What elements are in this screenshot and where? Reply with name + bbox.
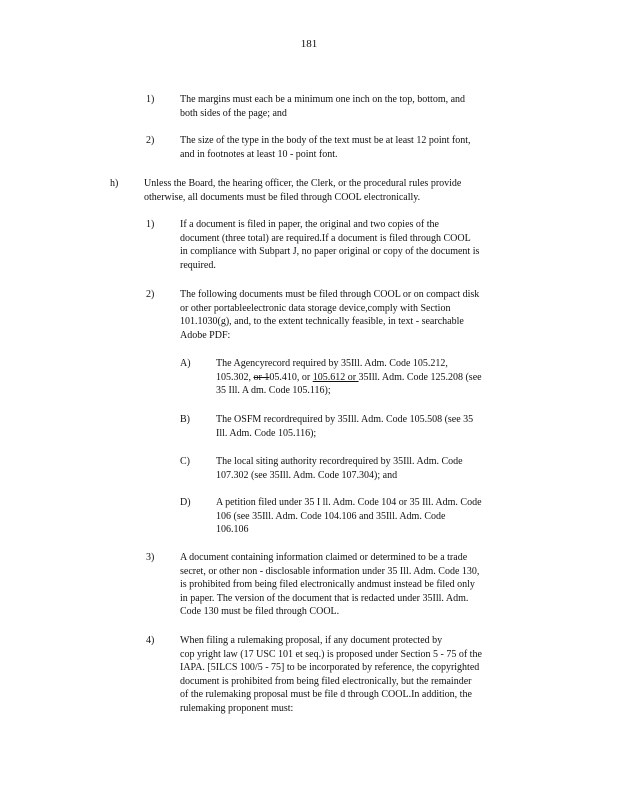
text-line: document (three total) are required.If a document is filed through COOL [180, 232, 471, 244]
paragraph-h [144, 177, 461, 204]
text-line: in paper. The version of the document that is redacted under 35Ill. Adm. [180, 592, 469, 604]
text-line: The margins must each be a minimum one inch on the top, bottom, and [180, 94, 466, 105]
text-segment: 105.302, [216, 371, 254, 383]
item-label: 1) [146, 219, 155, 230]
text-line: and in footnotes at least 10 - point font. [180, 148, 338, 160]
text-line: Unless the Board, the hearing officer, the Clerk, or the procedural rules provide [144, 178, 462, 189]
text-line: or other portableelectronic data storage device,comply with Section [180, 302, 451, 314]
text-line: is prohibited from being filed electronically andmust instead be filed only [180, 579, 475, 590]
paragraph-margins [180, 93, 465, 120]
text-line: document is prohibited from being filed electronically, but the remainder [180, 675, 472, 687]
paragraph-following-documents [180, 288, 479, 342]
subitem-osfm-record [216, 413, 473, 440]
page-number: 181 [300, 38, 318, 50]
text-line: 107.302 (see 35Ill. Adm. Code 107.304); and [216, 469, 398, 481]
text-line: The following documents must be filed through COOL or on compact disk [180, 289, 480, 300]
text-line: A document containing information claimed or determined to be a trade [180, 552, 468, 563]
text-line: When filing a rulemaking proposal, if any document protected by [180, 635, 443, 646]
text-line: rulemaking proponent must: [180, 702, 294, 714]
section-label: h) [110, 178, 119, 189]
text-line-amended [216, 371, 482, 385]
text-line: 35 Ill. A dm. Code 105.116); [216, 385, 331, 396]
subitem-label: B) [180, 414, 190, 425]
text-line: If a document is filed in paper, the original and two copies of the [180, 219, 439, 230]
text-line: Code 130 must be filed through COOL. [180, 606, 340, 617]
text-line: cop yright law (17 USC 101 et seq.) is proposed under Section 5 - 75 of the [180, 648, 482, 660]
text-line: 106 (see 35Ill. Adm. Code 104.106 and 35Ill. Adm. Code [216, 510, 446, 522]
text-line: 101.1030(g), and, to the extent technically feasible, in text - searchable [180, 316, 464, 327]
item-label: 2) [146, 135, 155, 146]
deleted-text: or 1 [253, 371, 270, 383]
item-label: 3) [146, 552, 155, 563]
subitem-agency-record [216, 357, 482, 398]
inserted-text: 105.612 or [312, 371, 359, 383]
text-segment: 05.410, or [269, 371, 313, 383]
subitem-label: C) [180, 456, 190, 467]
paragraph-rulemaking [180, 634, 482, 715]
text-line: A petition filed under 35 I ll. Adm. Code 104 or 35 Ill. Adm. Code [216, 497, 482, 508]
subitem-local-siting [216, 455, 463, 482]
text-line: Ill. Adm. Code 105.116); [216, 427, 317, 439]
text-line: 106.106 [216, 524, 249, 535]
item-label: 1) [146, 94, 155, 105]
text-line: The size of the type in the body of the text must be at least 12 point font, [180, 135, 471, 146]
text-line: required. [180, 259, 216, 271]
paragraph-paper-filing [180, 218, 479, 272]
paragraph-type-size [180, 134, 471, 161]
text-segment: 35Ill. Adm. Code 125.208 (see [358, 371, 482, 383]
text-line: Adobe PDF: [180, 329, 231, 341]
text-line: secret, or other non - disclosable information under 35 Ill. Adm. Code 130, [180, 565, 480, 577]
subitem-label: D) [180, 497, 191, 508]
paragraph-trade-secret [180, 551, 479, 619]
text-line: otherwise, all documents must be filed through COOL electronically. [144, 191, 421, 203]
text-line: The OSFM recordrequired by 35Ill. Adm. Code 105.508 (see 35 [216, 414, 474, 425]
item-label: 4) [146, 635, 155, 646]
subitem-petition [216, 496, 482, 537]
text-line: The Agencyrecord required by 35Ill. Adm. Code 105.212, [216, 358, 448, 369]
text-line: The local siting authority recordrequired by 35Ill. Adm. Code [216, 456, 463, 467]
text-line: in compliance with Subpart J, no paper original or copy of the document is [180, 246, 480, 257]
text-line: of the rulemaking proposal must be file d through COOL.In addition, the [180, 689, 472, 700]
text-line: IAPA. [5ILCS 100/5 - 75] to be incorporated by reference, the copyrighted [180, 662, 480, 673]
item-label: 2) [146, 289, 155, 300]
subitem-label: A) [180, 358, 191, 369]
text-line: both sides of the page; and [180, 107, 287, 119]
